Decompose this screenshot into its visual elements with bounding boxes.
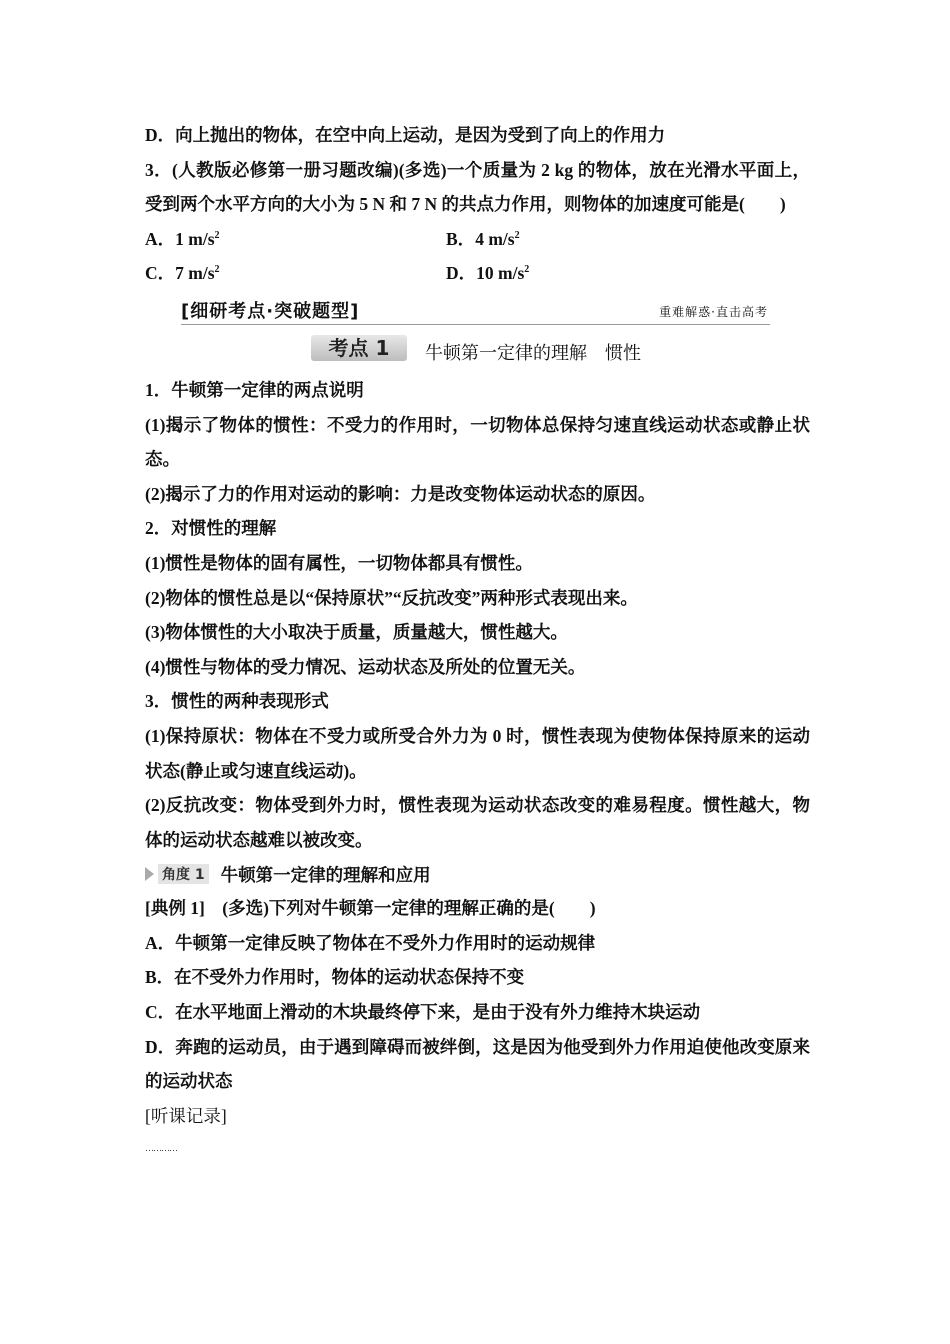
point-heading: 2．对惯性的理解: [145, 518, 277, 539]
prev-question-option-d: D．向上抛出的物体，在空中向上运动，是因为受到了向上的作用力: [145, 125, 666, 145]
example-stem-line: [145, 891, 810, 926]
notes-label: [听课记录]: [145, 1105, 227, 1126]
section-header: [145, 293, 810, 327]
point-3: [145, 684, 810, 857]
kaodian-tag: 考点 1: [311, 335, 407, 361]
question-3-options-row-1: [145, 222, 810, 257]
example-option-c: C．在水平地面上滑动的木块最终停下来，是由于没有外力维持木块运动: [145, 1002, 701, 1023]
question-3-options-row-2: [145, 256, 810, 291]
point-item: (2)反抗改变：物体受到外力时，惯性表现为运动状态改变的难易程度。惯性越大，物体的运动状态越难以被改变。: [145, 795, 810, 850]
point-item: (3)物体惯性的大小取决于质量，质量越大，惯性越大。: [145, 622, 568, 643]
example-option-d: D．奔跑的运动员，由于遇到障碍而被绊倒，这是因为他受到外力作用迫使他改变原来的运动状态: [145, 1036, 810, 1092]
angle-label: 角度 1: [158, 864, 209, 884]
example-option-b: B．在不受外力作用时，物体的运动状态保持不变: [145, 967, 525, 988]
question-number: 3．: [145, 159, 173, 180]
question-source: (人教版必修第一册习题改编): [172, 159, 399, 180]
kaodian-header: [145, 333, 810, 373]
angle-title: 牛顿第一定律的理解和应用: [220, 864, 431, 885]
point-item: (2)揭示了力的作用对运动的影响：力是改变物体运动状态的原因。: [145, 483, 656, 504]
section-header-right: 重难解惑·直击高考: [659, 304, 768, 319]
point-item: (2)物体的惯性总是以“保持原状”“反抗改变”两种形式表现出来。: [145, 587, 638, 608]
example-tag: [典例 1]: [145, 898, 205, 919]
document-page: [145, 118, 810, 1153]
option-c: C．7 $m/s^2$: [145, 263, 220, 284]
example-option-a: A．牛顿第一定律反映了物体在不受外力作用时的运动规律: [145, 932, 596, 953]
point-2: [145, 511, 810, 684]
kaodian-title: 牛顿第一定律的理解 惯性: [425, 342, 641, 363]
point-item: (1)保持原状：物体在不受力或所受合外力为 0 时，惯性表现为使物体保持原来的运动状态(静止或匀速直线运动)。: [145, 725, 810, 781]
option-a: A．1 $m/s^2$: [145, 228, 220, 249]
option-b: B．4 $m/s^2$: [446, 228, 520, 249]
point-item: (1)揭示了物体的惯性：不受力的作用时，一切物体总保持匀速直线运动状态或静止状态。: [145, 414, 810, 470]
point-1: [145, 373, 810, 511]
angle-header: [145, 857, 810, 891]
section-header-left: [细研考点·突破题型]: [181, 300, 360, 322]
point-heading: 1．牛顿第一定律的两点说明: [145, 379, 364, 400]
question-3: [145, 153, 810, 222]
notes-dots: …………: [145, 1143, 177, 1154]
example-stem: (多选)下列对牛顿第一定律的理解正确的是( ): [222, 898, 596, 919]
option-d: D．10 $m/s^2$: [446, 263, 530, 284]
triangle-marker-icon: [145, 867, 154, 881]
point-heading: 3．惯性的两种表现形式: [145, 691, 329, 712]
point-item: (1)惯性是物体的固有属性，一切物体都具有惯性。: [145, 552, 533, 573]
section-divider: [181, 324, 770, 325]
question-stem: (多选)一个质量为 2 kg 的物体，放在光滑水平面上，受到两个水平方向的大小为 5 N 和 7 N 的共点力作用，则物体的加速度可能是( ): [145, 159, 811, 215]
point-item: (4)惯性与物体的受力情况、运动状态及所处的位置无关。: [145, 656, 586, 677]
